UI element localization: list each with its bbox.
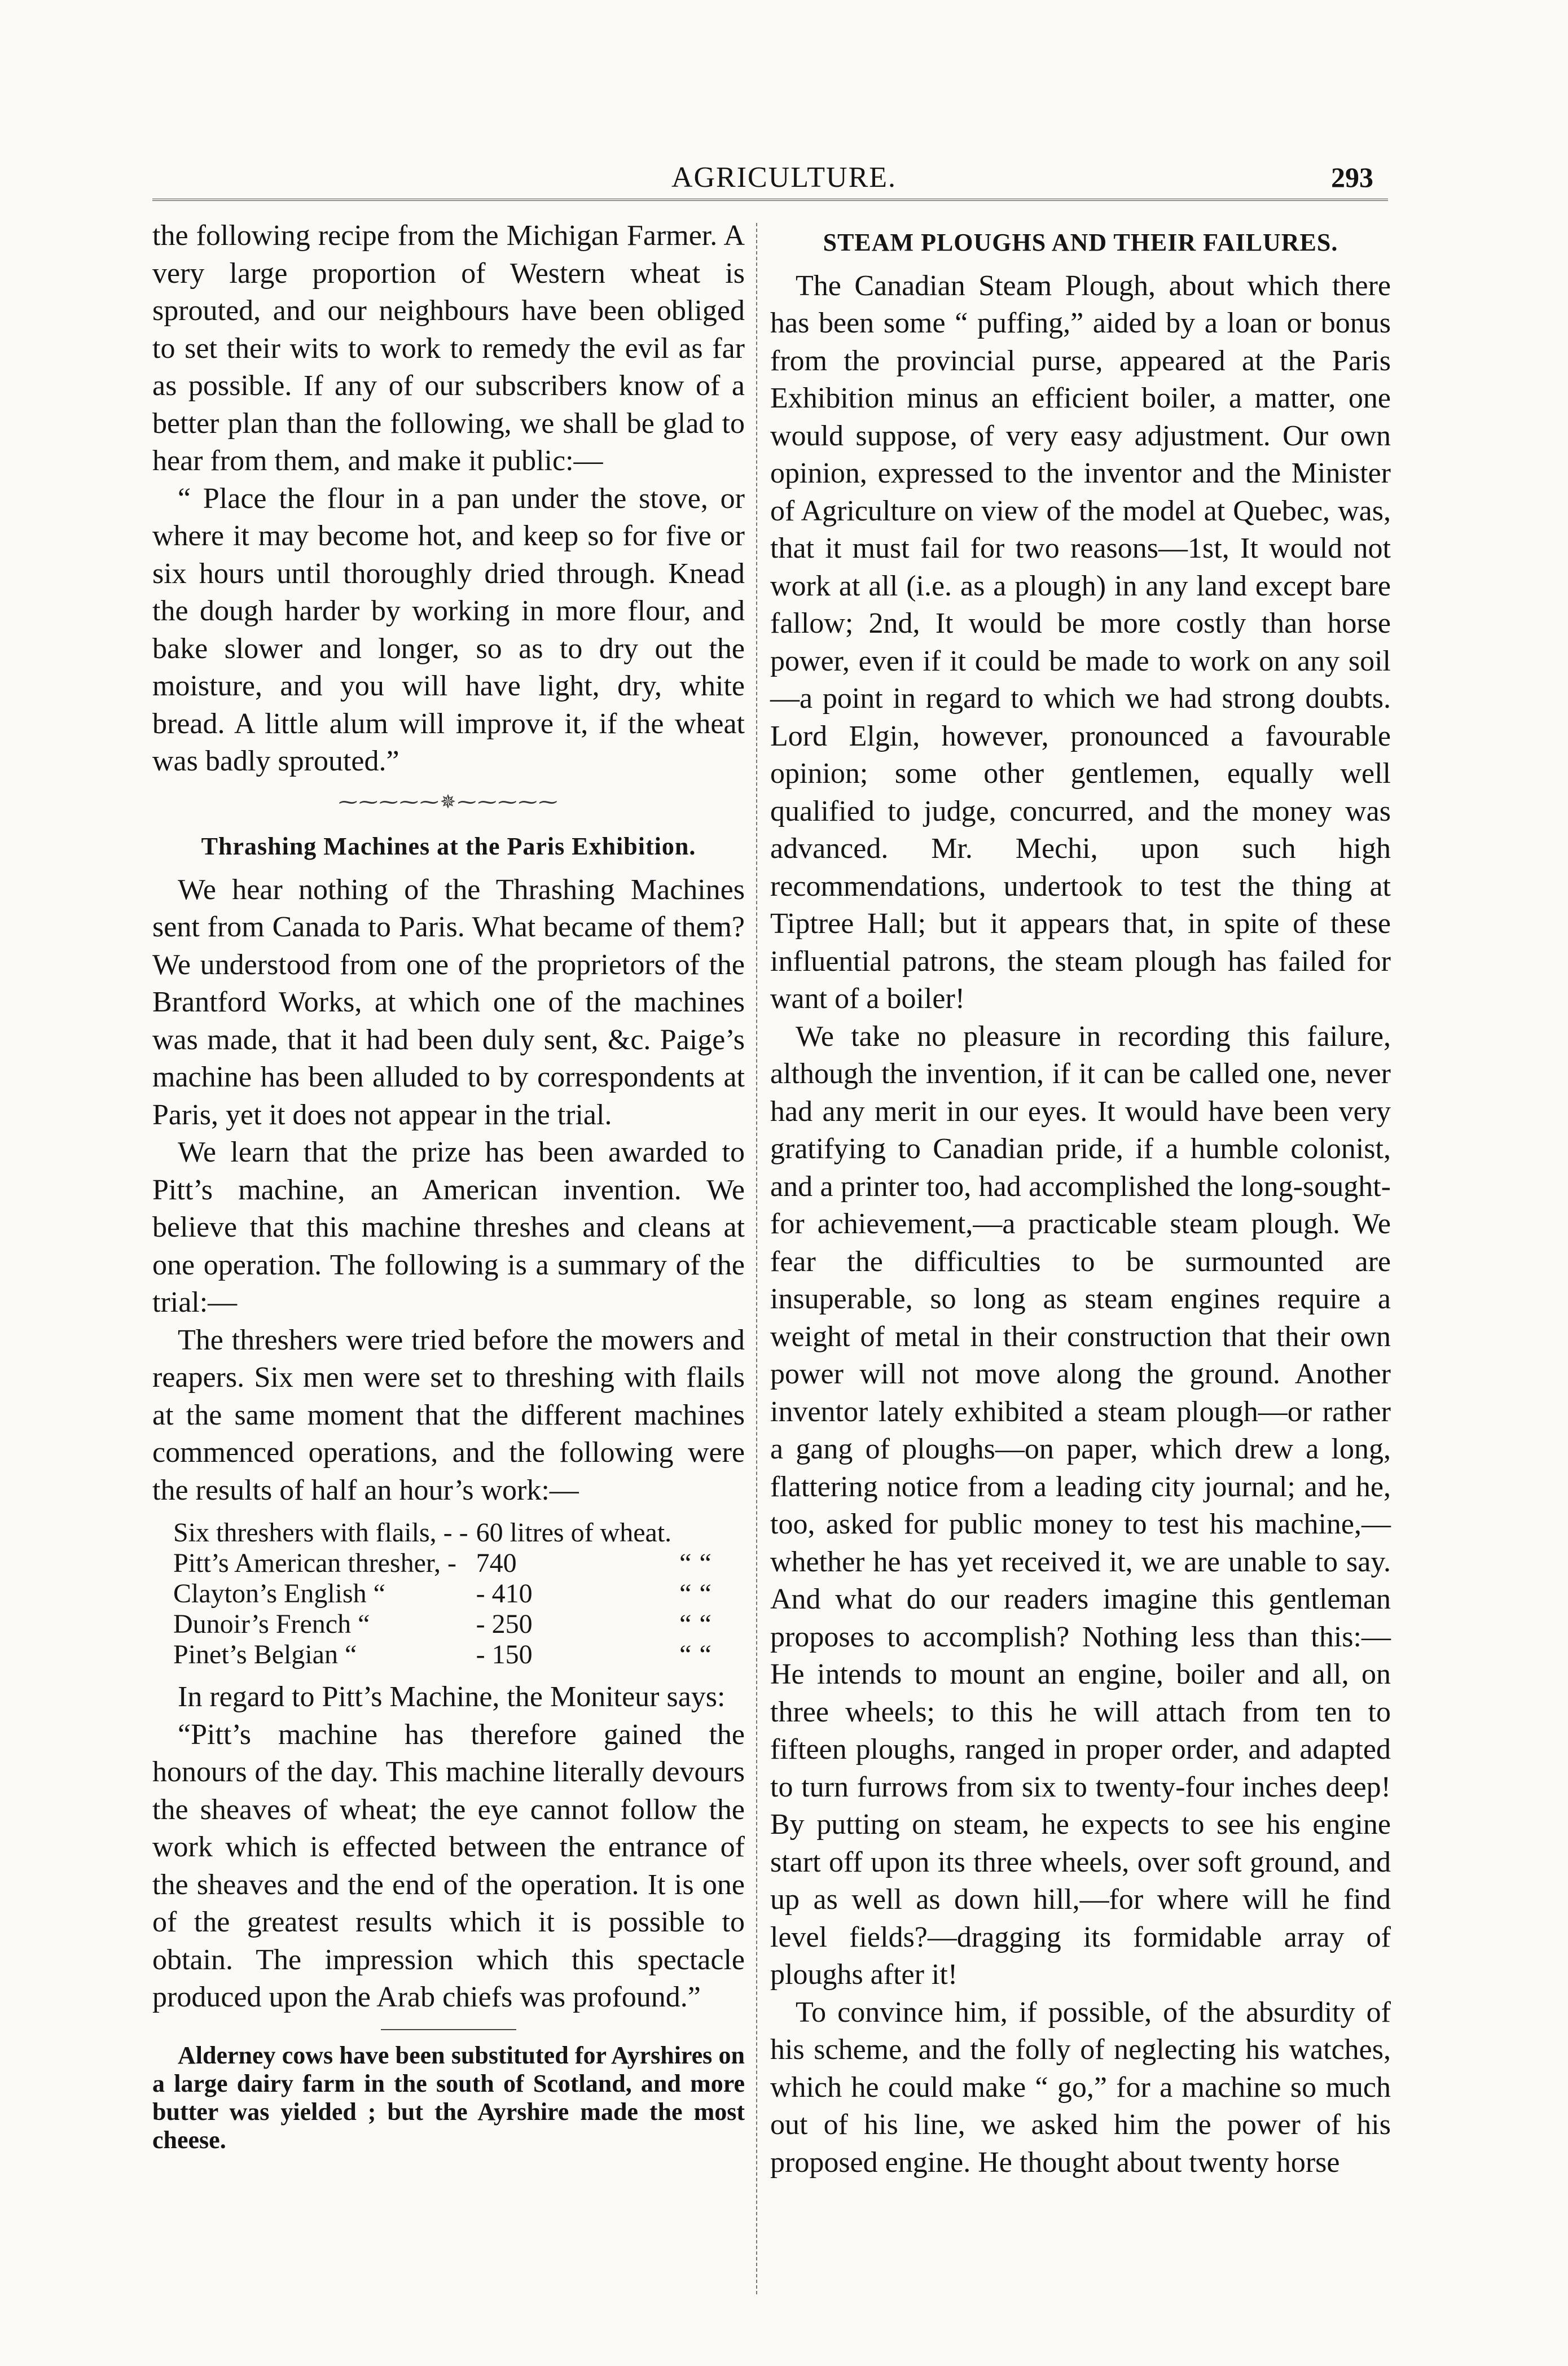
results-row — [173, 1610, 718, 1639]
thresher-name: Dunoir’s French “ — [173, 1609, 370, 1639]
ditto-mark: “ — [679, 1579, 692, 1609]
paragraph: the following recipe from the Michigan Farmer. A very large proportion of Western wheat is sprouted, and our neighbours have been obliged to set their wits to work to remedy the evil as far as possible. If any of our subscribers know of a better plan than the following, we shall be glad to hear from them, and make it public:— — [152, 220, 745, 477]
paragraph: The Canadian Steam Plough, about which there has been some “ puffing,” aided by a loan or bonus from the provincial purse, appeared at the Paris Exhibition minus an efficient boiler, a matter, one would suppose, of very easy adjustment. Our own opinion, expressed to the inventor and the Minister of Agriculture on view of the model at Quebec, was, that it must fail for two reasons—1st, It would not work at all (i.e. as a plough) in any land except bare fallow; 2nd, It would be more costly than horse power, even if it could be made to work on any soil—a point in regard to which we had strong doubts. Lord Elgin, however, pronounced a favourable opinion; some other gentlemen, equally well qualified to judge, concurred, and the money was advanced. Mr. Mechi, upon such high recommendations, undertook to test the thing at Tiptree Hall; but it appears that, in spite of these influential patrons, the steam plough has failed for want of a boiler! — [770, 269, 1391, 1015]
thresher-name: Clayton’s English “ — [173, 1579, 385, 1609]
ditto-mark: “ — [699, 1609, 711, 1639]
ditto-mark: “ — [679, 1548, 692, 1578]
column-divider — [756, 223, 757, 2294]
section-heading-thrashing: Thrashing Machines at the Paris Exhibition. — [201, 833, 696, 860]
ditto-mark — [699, 1518, 718, 1548]
section-heading-steam-ploughs: STEAM PLOUGHS AND THEIR FAILURES. — [823, 229, 1338, 256]
ditto-mark: “ — [679, 1609, 692, 1639]
paragraph: In regard to Pitt’s Machine, the Moniteur says: — [178, 1681, 726, 1713]
paragraph: We take no pleasure in recording this failure, although the invention, if it can be called one, never had any merit in our eyes. It would have been very gratifying to Canadian pride, if a humble colonist, and a printer too, had accomplished the long-sought-for achievement,—a practicable steam plough. We fear the difficulties to be surmounted are insuperable, so long as steam engines require a weight of metal in their construction that their own power will not move along the ground. Another inventor lately exhibited a steam plough—or rather a gang of ploughs—on paper, which drew a long, flattering notice from a leading city journal; and he, too, asked for public money to test his machine,—whether he has yet received it, we are unable to say. And what do our readers imagine this gentleman proposes to accomplish? Nothing less than this:—He intends to mount an engine, boiler and all, on three wheels; to this he will attach from ten to fifteen ploughs, ranged in proper order, and adapted to turn furrows from six to twenty-four inches deep! By putting on steam, he expects to see his engine start off upon its three wheels, over soft ground, and up as well as down hill,—for where will he find level fields?—dragging its formidable array of ploughs after it! — [770, 1020, 1391, 1991]
thresher-name: Pinet’s Belgian “ — [173, 1640, 357, 1670]
page-number: 293 — [1331, 161, 1373, 193]
results-row — [173, 1518, 718, 1548]
ditto-mark — [679, 1518, 698, 1548]
thresher-value: - 250 — [476, 1609, 533, 1639]
header-rule — [152, 199, 1388, 201]
results-row — [173, 1579, 718, 1609]
results-row — [173, 1640, 718, 1670]
right-column — [770, 217, 1391, 2181]
paragraph: “ Place the flour in a pan under the stove, or where it may become hot, and keep so for five or six hours until thoroughly dried through. Knead the dough harder by working in more flour, and bake slower and longer, so as to dry out the moisture, and you will have light, dry, white bread. A little alum will improve it, if the wheat was badly sprouted.” — [152, 482, 745, 777]
thresher-value: - 410 — [476, 1579, 533, 1609]
ditto-mark: “ — [699, 1548, 711, 1578]
thresher-value: - 150 — [476, 1640, 533, 1670]
running-title: AGRICULTURE. — [671, 161, 897, 194]
ditto-mark: “ — [699, 1579, 711, 1609]
ornament-divider: ⁓⁓⁓⁓⁓✵⁓⁓⁓⁓⁓ — [338, 791, 559, 813]
thresher-value: 740 — [476, 1548, 517, 1578]
paragraph: We hear nothing of the Thrashing Machines sent from Canada to Paris. What became of them? We understood from one of the proprietors of the Brantford Works, at which one of the machines was made, that it had been duly sent, &c. Paige’s machine has been alluded to by correspondents at Paris, yet it does not appear in the trial. — [152, 873, 745, 1131]
note-paragraph: Alderney cows have been substituted for Ayrshires on a large dairy farm in the south of Scotland, and more butter was yielded ; but the Ayrshire made the most cheese. — [152, 2041, 745, 2154]
left-column — [152, 217, 745, 2154]
paragraph: We learn that the prize has been awarded to Pitt’s machine, an American invention. We believe that this machine threshes and cleans at one operation. The following is a summary of the trial:— — [152, 1136, 745, 1318]
ditto-mark: “ — [699, 1640, 711, 1670]
results-row — [173, 1549, 718, 1578]
note-divider — [381, 2029, 516, 2030]
ditto-mark: “ — [679, 1640, 692, 1670]
results-table — [172, 1517, 719, 1671]
paragraph: The threshers were tried before the mowers and reapers. Six men were set to threshing with flails at the same moment that the different machines commenced operations, and the following were the results of half an hour’s work:— — [152, 1324, 745, 1506]
paragraph: To convince him, if possible, of the absurdity of his scheme, and the folly of neglecting his watches, which he could make “ go,” for a machine so much out of his line, we asked him the power of his proposed engine. He thought about twenty horse — [770, 1996, 1391, 2179]
thresher-value: 60 litres of wheat. — [476, 1518, 672, 1548]
thresher-name: Pitt’s American thresher, - — [173, 1548, 456, 1578]
page-header — [0, 161, 1568, 200]
paragraph: “Pitt’s machine has therefore gained the honours of the day. This machine literally devours the sheaves of wheat; the eye cannot follow the work which is effected between the entrance of the sheaves and the end of the operation. It is one of the greatest results which it is possible to obtain. The impression which this spectacle produced upon the Arab chiefs was profound.” — [152, 1718, 745, 2013]
thresher-name: Six threshers with flails, - - — [173, 1518, 468, 1548]
